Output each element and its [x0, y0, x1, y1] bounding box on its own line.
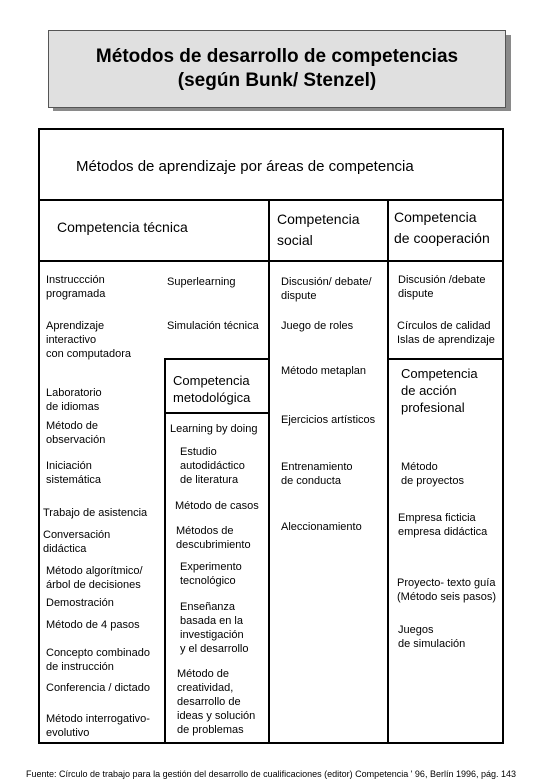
list-item-line: dispute — [281, 290, 317, 302]
list-item — [46, 712, 150, 740]
list-item-line: de simulación — [398, 638, 466, 650]
list-item-line: ideas y solución — [177, 710, 256, 722]
list-item-line: desarrollo de — [177, 696, 241, 708]
list-item-line: de instrucción — [46, 661, 114, 673]
list-item — [46, 459, 101, 487]
list-item — [46, 319, 131, 361]
list-item-line: de conducta — [281, 475, 341, 487]
column-header-social — [277, 210, 360, 249]
column-header-divider — [38, 260, 504, 262]
list-item-line: Método algorítmico/ — [46, 565, 143, 577]
list-item — [43, 506, 147, 520]
list-item — [167, 319, 259, 333]
title-line-1: Métodos de desarrollo de competencias — [95, 46, 459, 67]
list-item-line: descubrimiento — [176, 539, 251, 551]
list-item-line: creatividad, — [177, 682, 234, 694]
list-item-line: Demostración — [46, 597, 114, 609]
list-item-line: Instruccción — [46, 274, 105, 286]
list-item-line: Aleccionamiento — [281, 521, 362, 533]
list-item-line: Discusión/ debate/ — [281, 276, 372, 288]
title-line-2: (según Bunk/ Stenzel) — [177, 70, 377, 91]
accion-header-line: profesional — [401, 400, 465, 415]
list-item-line: observación — [46, 434, 106, 446]
list-item-line: Islas de aprendizaje — [397, 334, 495, 346]
list-item-line: autodidáctico — [180, 460, 245, 472]
metodologica-header-bottom — [164, 412, 268, 414]
list-item — [281, 319, 353, 333]
metodologica-top — [164, 358, 268, 360]
list-item-line: Juego de roles — [281, 320, 354, 332]
list-item-line: Discusión /debate — [398, 274, 486, 286]
accion-header-line: de acción — [401, 383, 457, 398]
list-item-line: Conversación — [43, 529, 111, 541]
list-item-line: de proyectos — [401, 475, 464, 487]
list-item-line: sistemática — [46, 474, 102, 486]
list-item-line: y el desarrollo — [180, 643, 249, 655]
list-item-line: investigación — [180, 629, 244, 641]
list-item-line: Trabajo de asistencia — [43, 507, 148, 519]
list-item-line: dispute — [398, 288, 434, 300]
list-item — [46, 681, 150, 695]
list-item — [46, 646, 150, 674]
column-header-cooperacion-line: de cooperación — [394, 230, 490, 246]
list-item-line: Aprendizaje — [46, 320, 105, 332]
list-item-line: Conferencia / dictado — [46, 682, 150, 694]
list-item — [401, 460, 464, 488]
list-item — [46, 386, 102, 414]
list-item — [175, 499, 259, 513]
list-item — [397, 576, 496, 604]
list-item-line: Entrenamiento — [281, 461, 353, 473]
list-item-line: programada — [46, 288, 106, 300]
list-item-line: Experimento — [180, 561, 242, 573]
list-item-line: didáctica — [43, 543, 87, 555]
list-item — [177, 667, 255, 737]
list-item-line: Iniciación — [46, 460, 92, 472]
list-item — [180, 600, 248, 656]
list-item-line: árbol de decisiones — [46, 579, 141, 591]
list-item — [180, 445, 245, 487]
list-item — [281, 413, 375, 427]
divider-metodologica-left — [164, 358, 166, 744]
list-item-line: empresa didáctica — [398, 526, 488, 538]
list-item-line: Estudio — [180, 446, 217, 458]
list-item-line: Método de — [46, 420, 98, 432]
column-header-cooperacion — [394, 208, 490, 247]
list-item-line: Juegos — [398, 624, 434, 636]
list-item-line: Método metaplan — [281, 365, 366, 377]
list-item-line: Método de — [177, 668, 229, 680]
list-item — [46, 419, 105, 447]
list-item — [398, 511, 487, 539]
list-item — [167, 275, 236, 289]
column-header-social-line: social — [277, 232, 313, 248]
list-item-line: interactivo — [46, 334, 97, 346]
list-item — [43, 528, 110, 556]
column-header-social-line: Competencia — [277, 211, 360, 227]
column-header-tecnica: Competencia técnica — [57, 219, 188, 235]
list-item — [176, 524, 251, 552]
list-item-line: Laboratorio — [46, 387, 102, 399]
title-box — [48, 30, 506, 108]
list-item — [46, 564, 143, 592]
heading-divider — [38, 199, 504, 201]
column-header-cooperacion-line: Competencia — [394, 209, 477, 225]
list-item-line: Círculos de calidad — [397, 320, 491, 332]
table-heading: Métodos de aprendizaje por áreas de competencia — [76, 158, 414, 175]
list-item-line: tecnológico — [180, 575, 236, 587]
list-item-line: Método de casos — [175, 500, 259, 512]
list-item-line: con computadora — [46, 348, 131, 360]
list-item — [281, 275, 372, 303]
list-item-line: Concepto combinado — [46, 647, 150, 659]
list-item — [281, 364, 366, 378]
list-item-line: evolutivo — [46, 727, 90, 739]
list-item — [397, 319, 495, 347]
list-item — [281, 460, 353, 488]
list-item-line: Empresa ficticia — [398, 512, 476, 524]
list-item-line: Método de 4 pasos — [46, 619, 140, 631]
list-item — [46, 273, 105, 301]
source-note: Fuente: Círculo de trabajo para la gestión del desarrollo de cualificaciones (editor) Competencia ' 96, Berlín 1996, pág. 143 — [26, 769, 517, 779]
list-item-line: Método interrogativo- — [46, 713, 150, 725]
accion-header — [401, 365, 478, 416]
list-item — [46, 596, 114, 610]
list-item — [281, 520, 362, 534]
list-item-line: basada en la — [180, 615, 243, 627]
list-item-line: de literatura — [180, 474, 239, 486]
list-item — [398, 623, 465, 651]
list-item — [46, 618, 140, 632]
list-item-line: Proyecto- texto guía — [397, 577, 496, 589]
list-item-line: Enseñanza — [180, 601, 236, 613]
divider-social-cooperacion — [387, 199, 389, 744]
list-item-line: de idiomas — [46, 401, 100, 413]
list-item-line: Ejercicios artísticos — [281, 414, 376, 426]
list-item-line: Método — [401, 461, 438, 473]
list-item — [398, 273, 485, 301]
list-item-line: Simulación técnica — [167, 320, 259, 332]
list-item — [170, 422, 257, 436]
list-item-line: (Método seis pasos) — [397, 591, 497, 603]
list-item-line: Learning by doing — [170, 423, 258, 435]
list-item — [180, 560, 242, 588]
divider-tecnica-social — [268, 199, 270, 744]
metodologica-header — [173, 372, 250, 406]
accion-top — [387, 358, 504, 360]
metodologica-header-line: Competencia — [173, 373, 250, 388]
list-item-line: Superlearning — [167, 276, 236, 288]
accion-header-line: Competencia — [401, 366, 478, 381]
metodologica-header-line: metodológica — [173, 390, 251, 405]
list-item-line: Métodos de — [176, 525, 234, 537]
list-item-line: de problemas — [177, 724, 244, 736]
